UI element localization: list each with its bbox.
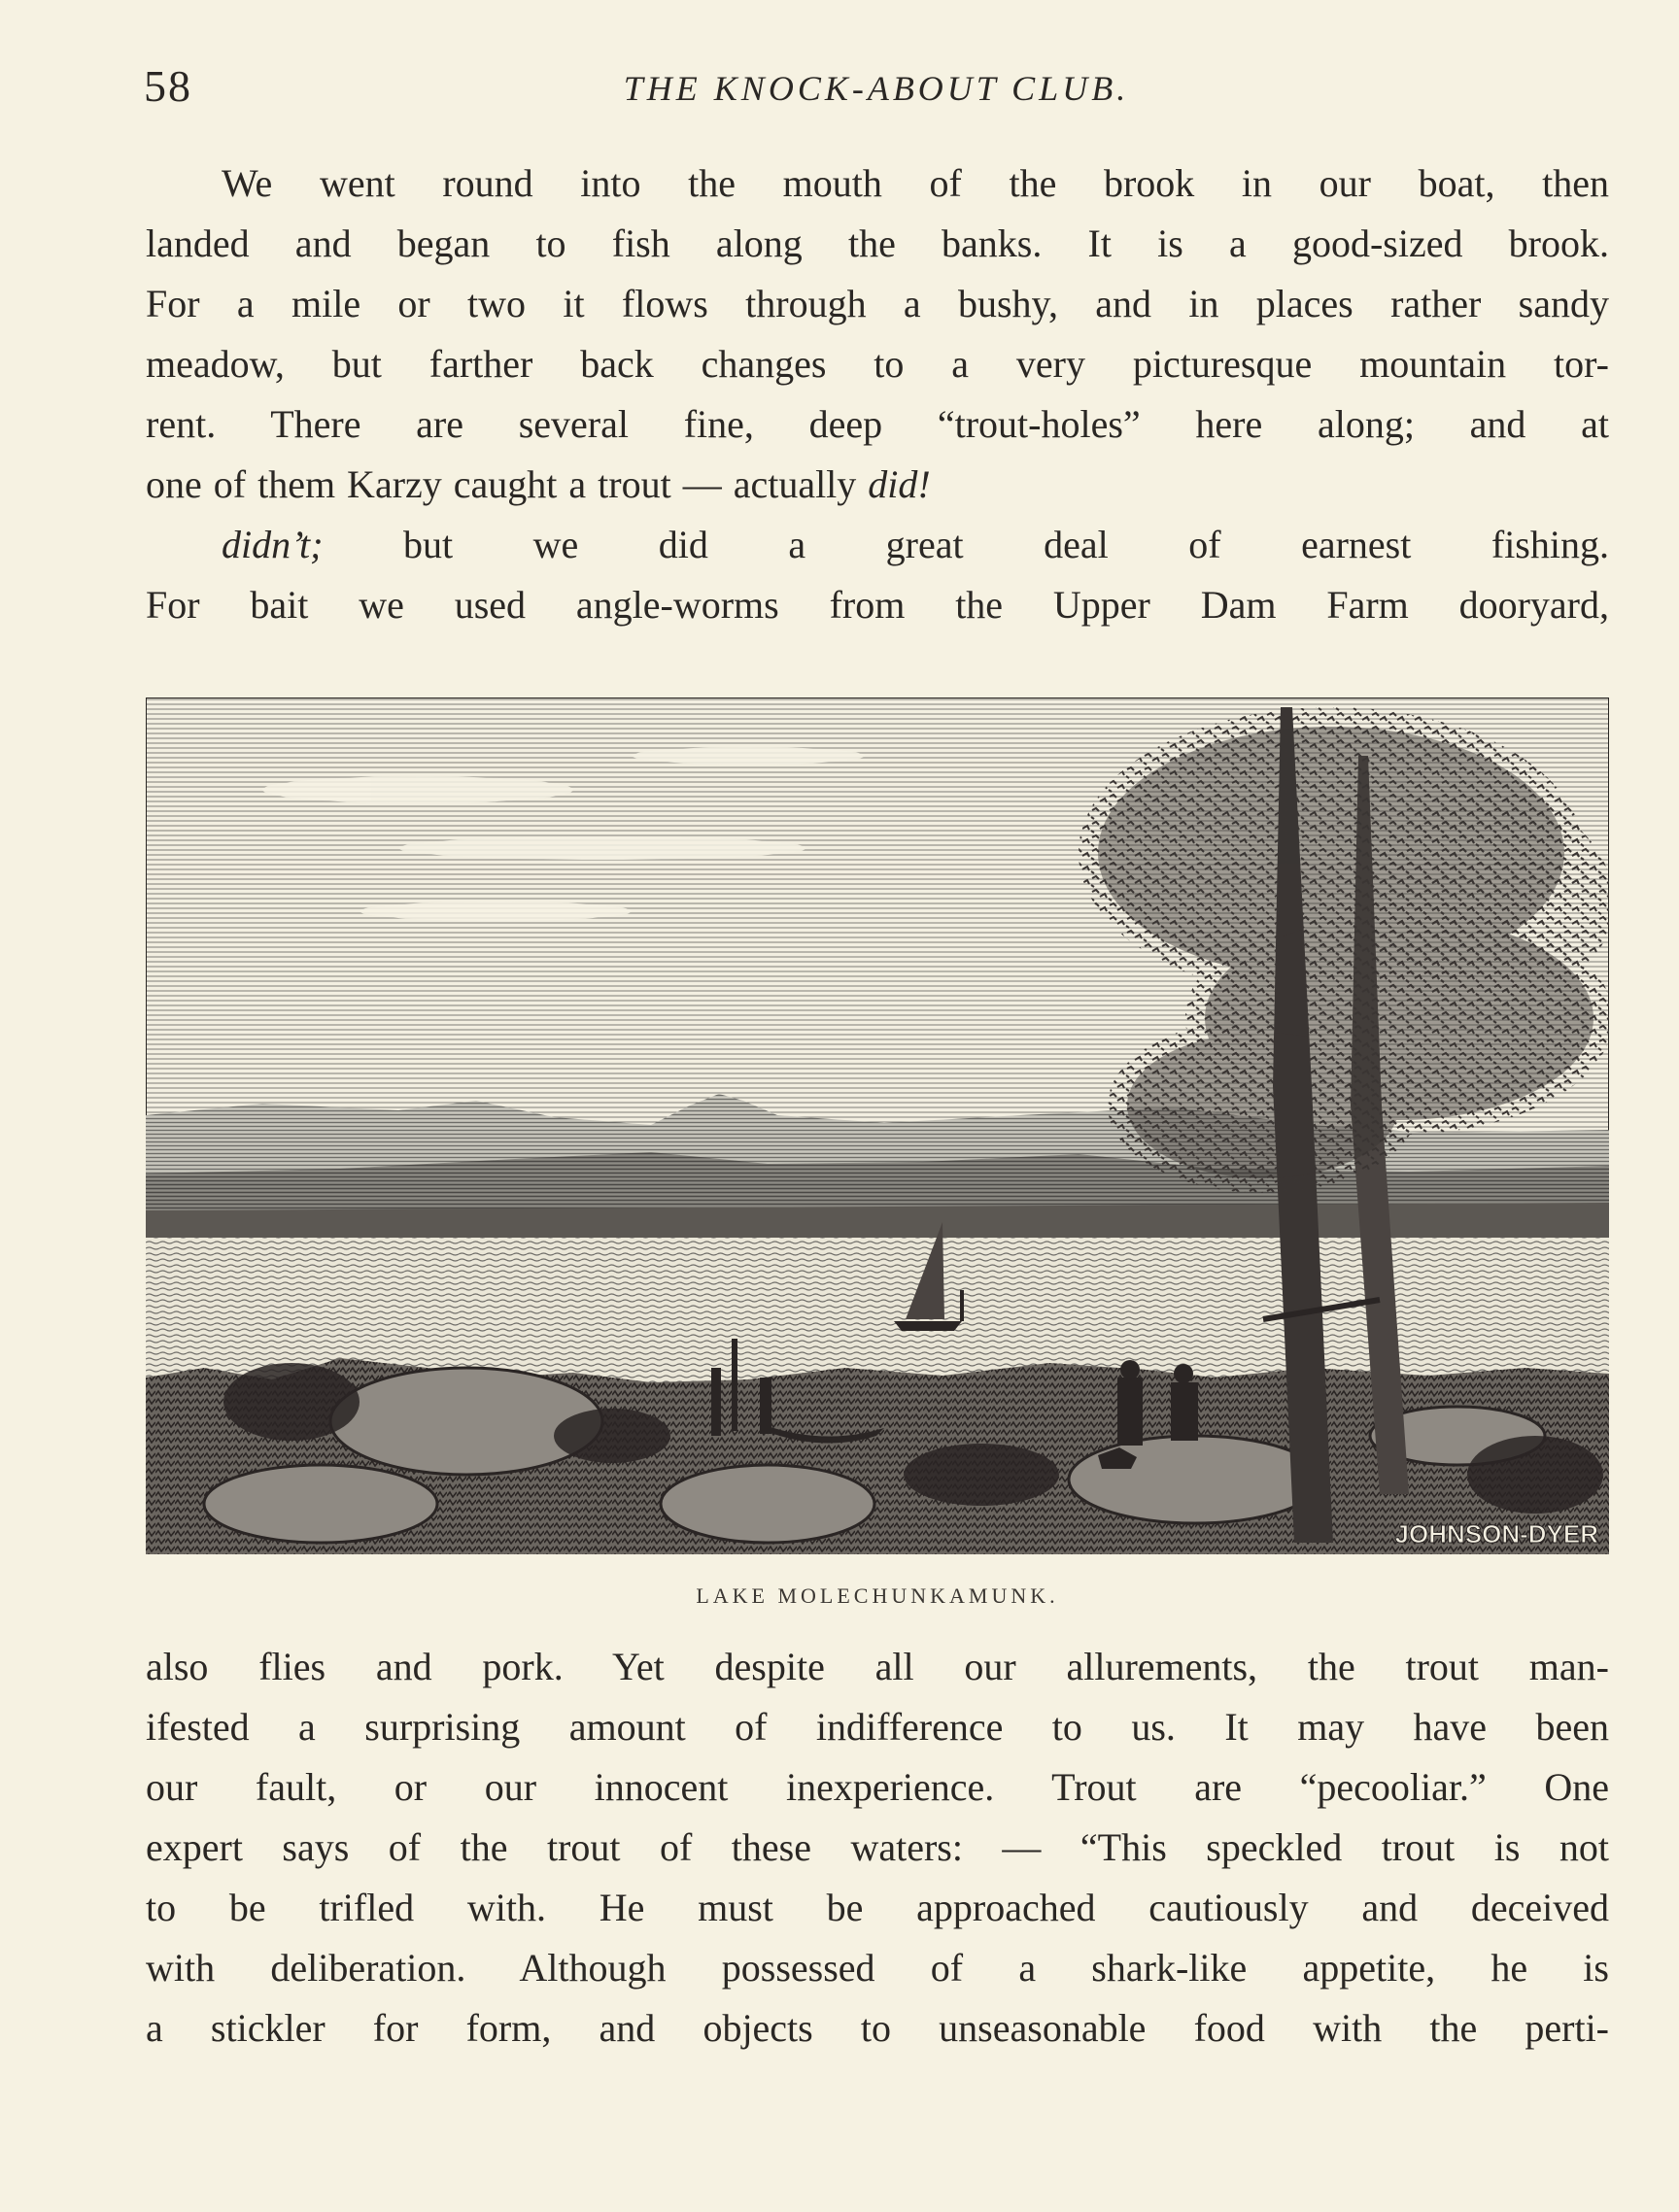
text-line: rent. There are several fine, deep “trout-holes” here along; and at: [146, 402, 1609, 446]
text-line: a stickler for form, and objects to unseasonable food with the perti-: [146, 2006, 1609, 2050]
text-line: landed and began to fish along the banks. It is a good-sized brook.: [146, 221, 1609, 265]
running-head: THE KNOCK-ABOUT CLUB.: [623, 69, 1130, 108]
emphasis-did: did!: [868, 462, 931, 506]
text-run: one of them Karzy caught a trout — actually: [146, 462, 869, 506]
emphasis-didnt: didn’t;: [222, 523, 324, 566]
text-line: meadow, but farther back changes to a very picturesque mountain tor-: [146, 342, 1609, 386]
text-run: but we did a great deal of earnest fishing.: [323, 523, 1609, 566]
text-line: [146, 515, 1609, 575]
page-header: [144, 60, 1609, 119]
text-line: ifested a surprising amount of indifference to us. It may have been: [146, 1705, 1609, 1749]
text-line: We went round into the mouth of the brook in our boat, then: [222, 161, 1609, 205]
body-text-bottom: [146, 1637, 1609, 2059]
text-line: For a mile or two it flows through a bushy, and in places rather sandy: [146, 282, 1609, 325]
illustration-caption: LAKE MOLECHUNKAMUNK.: [696, 1583, 1059, 1608]
text-line: [146, 455, 1609, 515]
engraver-signature: JOHNSON-DYER: [1394, 1519, 1598, 1548]
text-line: For bait we used angle-worms from the Upper Dam Farm dooryard,: [146, 583, 1609, 627]
page-number: 58: [144, 61, 192, 111]
engraving-lake-scene: [146, 698, 1609, 1554]
text-line: to be trifled with. He must be approached cautiously and deceived: [146, 1886, 1609, 1929]
text-line: also flies and pork. Yet despite all our allurements, the trout man-: [146, 1645, 1609, 1688]
text-line: our fault, or our innocent inexperience. Trout are “pecooliar.” One: [146, 1765, 1609, 1809]
text-line: expert says of the trout of these waters: — “This speckled trout is not: [146, 1825, 1609, 1869]
text-line: with deliberation. Although possessed of a shark-like appetite, he is: [146, 1946, 1609, 1990]
body-text-top: [146, 153, 1609, 635]
